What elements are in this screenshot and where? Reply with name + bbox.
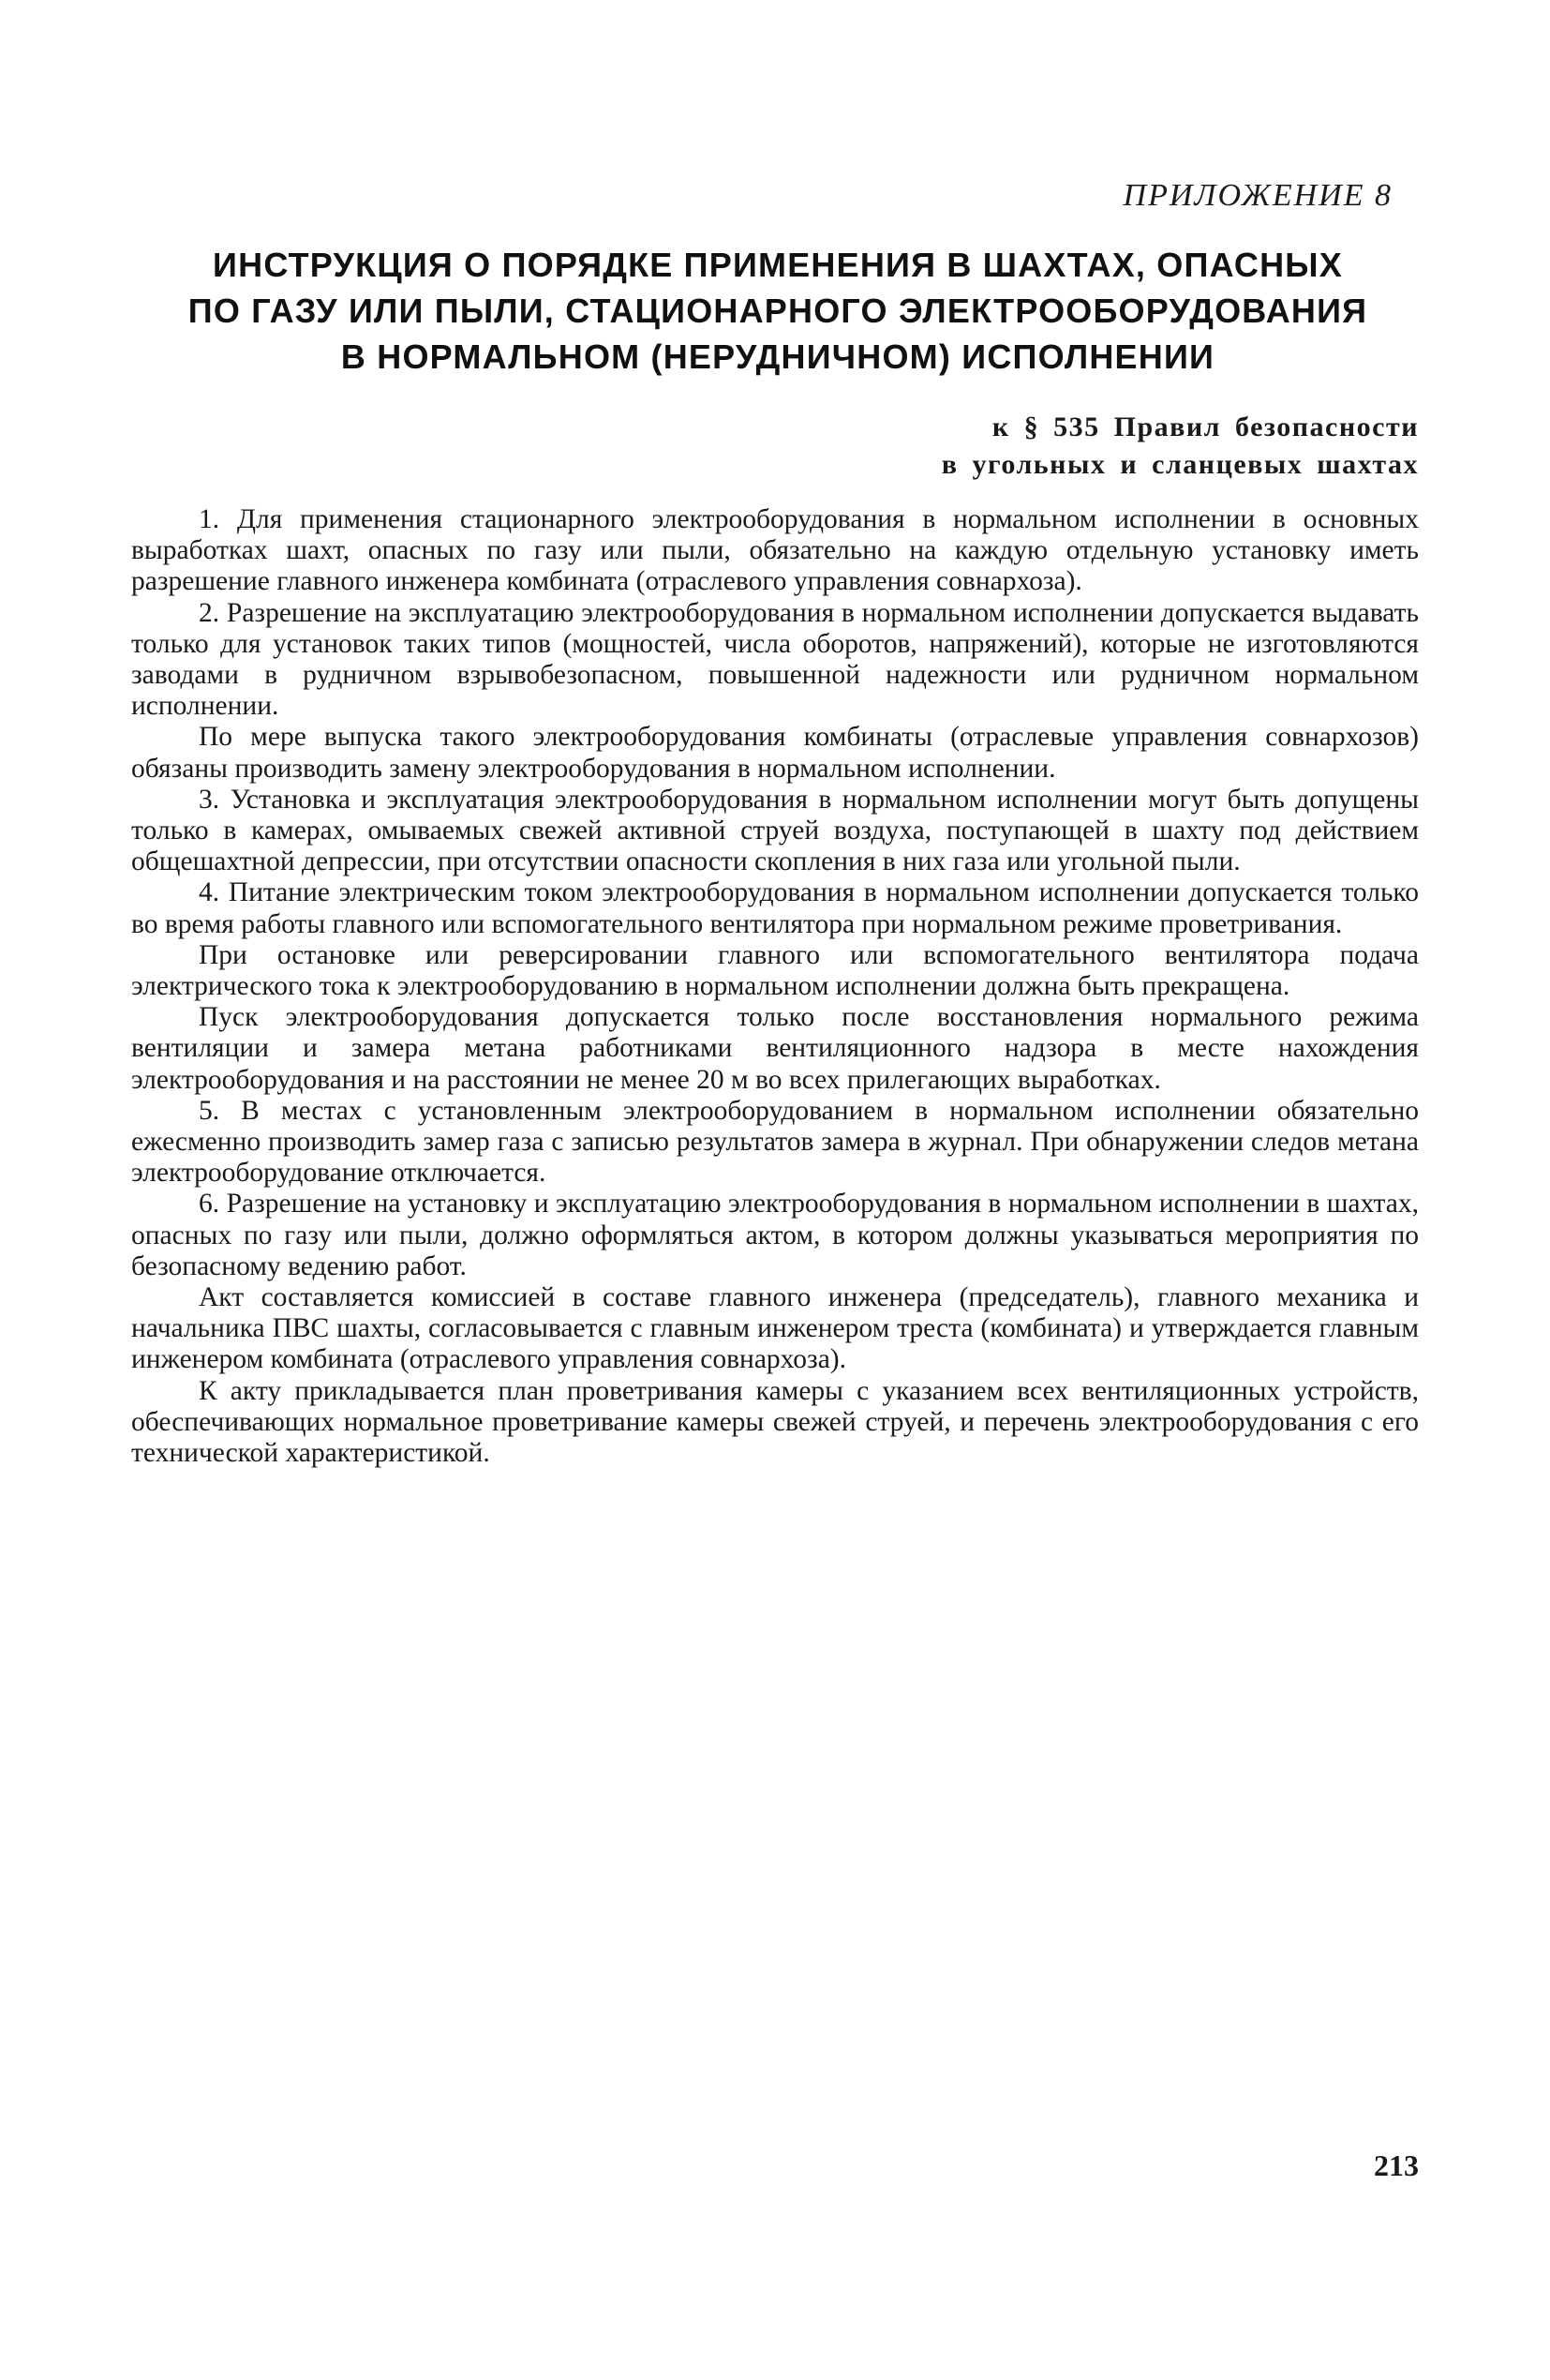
reference-line: в угольных и сланцевых шахтах [941, 449, 1419, 480]
page-number: 213 [1374, 2148, 1419, 2182]
paragraph-4-stop: При остановке или реверсировании главного или вспомогательного вентилятора подача электрического тока к электрооборудованию в нормальном исполнении должна быть прекращена. [131, 939, 1419, 1002]
paragraph-5: 5. В местах с установленным электрооборудованием в нормальном исполнении обязательно ежесменно производить замер газа с записью результатов замера в журнал. При обнаружении следов метана электрооборудование отключается. [131, 1095, 1419, 1189]
paragraph-6-attachment: К акту прикладывается план проветривания камеры с указанием всех вентиляционных устройств, обеспечивающих нормальное проветривание камеры свежей струей, и перечень электрооборудования с его технической характеристикой. [131, 1375, 1419, 1469]
paragraph-2: 2. Разрешение на эксплуатацию электрооборудования в нормальном исполнении допускается выдавать только для установок таких типов (мощностей, числа оборотов, напряжений), которые не изготовляются заводами в рудничном взрывобезопасном, повышенной надежности или рудничном нормальном исполнении. [131, 597, 1419, 722]
reference-line: к § 535 Правил безопасности [991, 412, 1419, 442]
paragraph-3: 3. Установка и эксплуатация электрооборудования в нормальном исполнении могут быть допущены только в камерах, омываемых свежей активной струей воздуха, поступающей в шахту под действием общешахтной депрессии, при отсутствии опасности скопления в них газа или угольной пыли. [131, 784, 1419, 877]
rule-reference [942, 409, 1419, 484]
paragraph-1: 1. Для применения стационарного электрооборудования в нормальном исполнении в основных выработках шахт, опасных по газу или пыли, обязательно на каждую отдельную установку иметь разрешение главного инженера комбината (отраслевого управления совнархоза). [131, 504, 1419, 597]
title-line: ПО ГАЗУ ИЛИ ПЫЛИ, СТАЦИОНАРНОГО ЭЛЕКТРООБОРУДОВАНИЯ [187, 292, 1368, 330]
paragraph-6: 6. Разрешение на установку и эксплуатацию электрооборудования в нормальном исполнении в шахтах, опасных по газу или пыли, должно оформляться актом, в котором должны указываться мероприятия по безопасному ведению работ. [131, 1189, 1419, 1281]
title-line: В НОРМАЛЬНОМ (НЕРУДНИЧНОМ) ИСПОЛНЕНИИ [340, 337, 1215, 376]
paragraph-4-start: Пуск электрооборудования допускается только после восстановления нормального режима вентиляции и замера метана работниками вентиляционного надзора в месте нахождения электрооборудования и на расстоянии не менее 20 м во всех прилегающих выработках. [131, 1002, 1419, 1095]
paragraph-2-continued: По мере выпуска такого электрооборудования комбинаты (отраслевые управления совнархозов) обязаны производить замену электрооборудования в нормальном исполнении. [131, 722, 1419, 784]
paragraph-4: 4. Питание электрическим током электрооборудования в нормальном исполнении допускается только во время работы главного или вспомогательного вентилятора при нормальном режиме проветривания. [131, 877, 1419, 939]
instruction-body [131, 504, 1419, 1469]
document-title [150, 242, 1406, 380]
appendix-label: ПРИЛОЖЕНИЕ 8 [1123, 178, 1393, 213]
title-line: ИНСТРУКЦИЯ О ПОРЯДКЕ ПРИМЕНЕНИЯ В ШАХТАХ, ОПАСНЫХ [213, 246, 1343, 284]
paragraph-6-act: Акт составляется комиссией в составе главного инженера (председатель), главного механика и начальника ПВС шахты, согласовывается с главным инженером треста (комбината) и утверждается главным инженером комбината (отраслевого управления совнархоза). [131, 1282, 1419, 1375]
